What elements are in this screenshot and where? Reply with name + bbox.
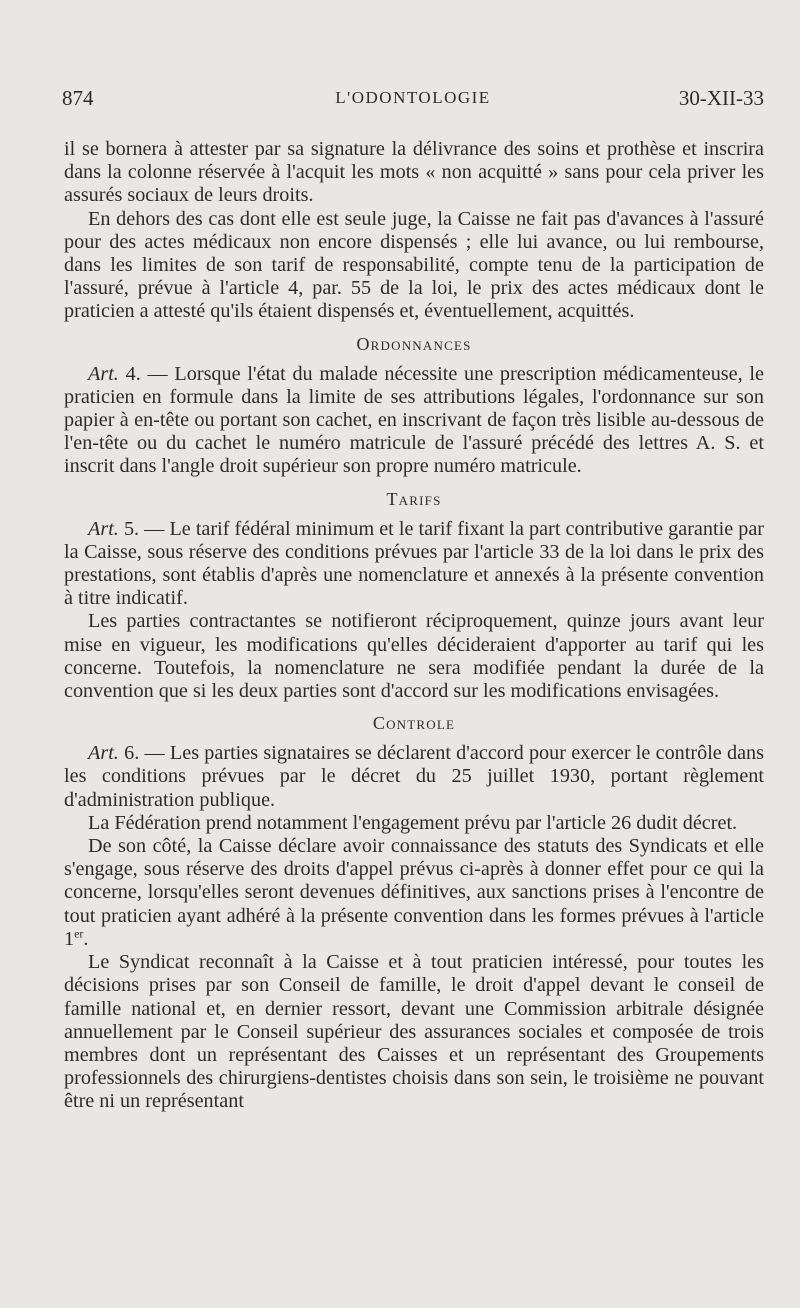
article-label: Art.	[88, 517, 119, 540]
paragraph-text: De son côté, la Caisse déclare avoir connaissance des statuts des Syndicats et elle s'engage, sous réserve des droits d'appel prévus ci-après à donner effet pour ce qui la concerne, lorsqu'elles seront devenues définitives, aux sanctions prises à l'encontre de tout praticien ayant adhéré à la présente convention dans les formes prévues à l'article 1	[64, 835, 764, 950]
article-label: Art.	[88, 362, 119, 385]
article-4	[64, 363, 764, 479]
running-header	[62, 86, 764, 116]
paragraph: Le Syndicat reconnaît à la Caisse et à tout praticien intéressé, pour toutes les décisions prises par son Conseil de famille, le droit d'appel devant le conseil de famille national et, en dernier ressort, devant une Commission arbitrale désignée annuellement par le Conseil supérieur des assurances sociales et composée de trois membres dont un représentant des Caisses et un représentant des Groupements professionnels des chirurgiens-dentistes choisis dans son sein, le troisième ne pouvant être ni un représentant	[64, 951, 764, 1113]
paragraph-end: .	[83, 927, 89, 950]
article-label: Art.	[88, 742, 119, 765]
paragraph-continued: il se bornera à attester par sa signature la délivrance des soins et prothèse et inscrira dans la colonne réservée à l'acquit les mots « non acquitté » sans pour cela priver les assurés sociaux de leurs droits.	[64, 138, 764, 207]
section-heading-tarifs: Tarifs	[386, 488, 442, 509]
issue-date: 30-XII-33	[678, 86, 764, 110]
article-5	[64, 518, 764, 611]
article-number: 4.	[125, 362, 141, 385]
paragraph: En dehors des cas dont elle est seule juge, la Caisse ne fait pas d'avances à l'assuré pour des actes médicaux non encore dispensés ; elle lui avance, ou lui rembourse, dans les limites de son tarif de responsabilité, compte tenu de la participation de l'assuré, prévue à l'article 4, par. 55 de la loi, le prix des actes médicaux dont le praticien a attesté qu'ils étaient dispensés et, éventuellement, acquittés.	[64, 207, 764, 323]
paragraph: Les parties contractantes se notifieront réciproquement, quinze jours avant leur mise en vigueur, les modifications qu'elles décideraient d'apporter au tarif qui les concerne. Toutefois, la nomenclature ne sera modifiée pendant la durée de la convention que si les deux parties sont d'accord sur les modifications envisagées.	[64, 610, 764, 703]
section-heading-ordonnances: Ordonnances	[356, 333, 472, 354]
page-number: 874	[62, 86, 94, 110]
article-text: — Les parties signataires se déclarent d'accord pour exercer le contrôle dans les conditions prévues par le décret du 25 juillet 1930, portant règlement d'administration publique.	[64, 742, 765, 811]
section-heading-controle: Controle	[372, 713, 456, 734]
paragraph: La Fédération prend notamment l'engagement prévu par l'article 26 dudit décret.	[88, 811, 738, 834]
paragraph	[64, 835, 764, 951]
article-text: — Le tarif fédéral minimum et le tarif fixant la part contributive garantie par la Caisse, sous réserve des conditions prévues par l'article 33 de la loi dans le prix des prestations, sont établis d'après une nomenclature et annexés à la présente convention à titre indicatif.	[64, 517, 765, 610]
article-text: — Lorsque l'état du malade nécessite une prescription médicamenteuse, le praticien en formule dans la limite de ses attributions légales, l'ordonnance sur son papier à en-tête ou portant son cachet, en inscrivant de façon très lisible au-dessous de l'en-tête ou du cachet le numéro matricule de l'assuré précédé des lettres A. S. et inscrit dans l'angle droit supérieur son propre numéro matricule.	[64, 362, 764, 478]
superscript: er	[74, 926, 84, 941]
article-number: 6.	[124, 742, 140, 765]
article-number: 5.	[123, 517, 140, 540]
journal-title: L'ODONTOLOGIE	[335, 88, 491, 107]
article-6	[64, 742, 764, 812]
page-body	[64, 138, 764, 1114]
